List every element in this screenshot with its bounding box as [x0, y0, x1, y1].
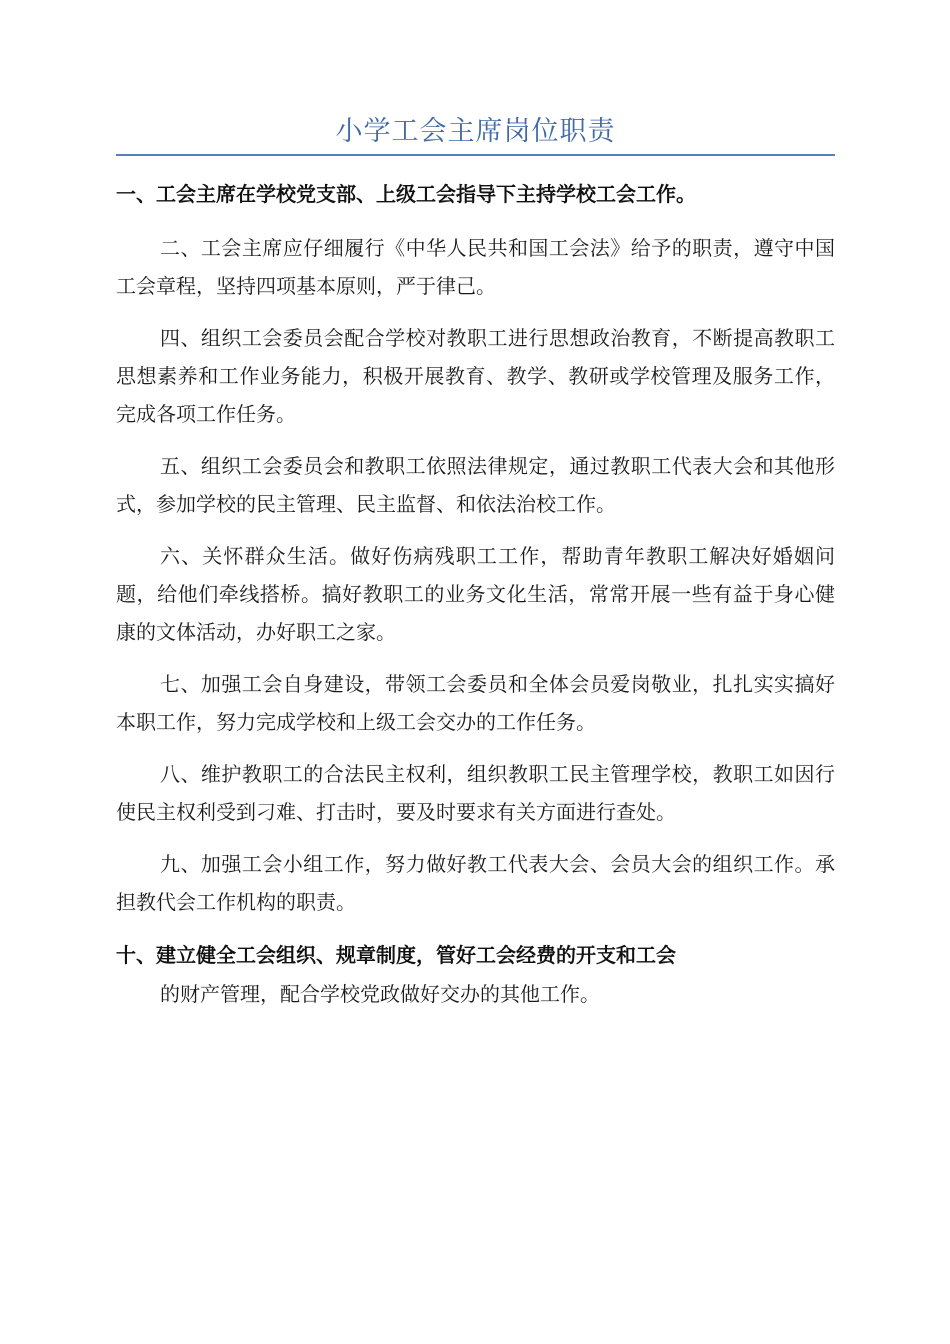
paragraph-4: 四、组织工会委员会配合学校对教职工进行思想政治教育，不断提高教职工思想素养和工作业务能力，积极开展教育、教学、教研或学校管理及服务工作，完成各项工作任务。 [116, 326, 835, 426]
paragraph-6: 六、关怀群众生活。做好伤病残职工工作，帮助青年教职工解决好婚姻问题，给他们牵线搭桥。搞好教职工的业务文化生活，常常开展一些有益于身心健康的文体活动，办好职工之家。 [116, 544, 835, 644]
paragraph-9: 九、加强工会小组工作，努力做好教工代表大会、会员大会的组织工作。承担教代会工作机构的职责。 [116, 852, 835, 914]
paragraph-7: 七、加强工会自身建设，带领工会委员和全体会员爱岗敬业，扎扎实实搞好本职工作，努力完成学校和上级工会交办的工作任务。 [116, 672, 835, 734]
section-heading-10: 十、建立健全工会组织、规章制度，管好工会经费的开支和工会 [116, 943, 676, 967]
page-title: 小学工会主席岗位职责 [335, 116, 616, 147]
paragraph-8: 八、维护教职工的合法民主权利，组织教职工民主管理学校，教职工如因行使民主权利受到刁难、打击时，要及时要求有关方面进行查处。 [116, 762, 835, 824]
paragraph-2: 二、工会主席应仔细履行《中华人民共和国工会法》给予的职责，遵守中国工会章程，坚持四项基本原则，严于律己。 [116, 236, 835, 298]
paragraph-10-continuation: 的财产管理，配合学校党政做好交办的其他工作。 [160, 982, 600, 1006]
paragraph-5: 五、组织工会委员会和教职工依照法律规定，通过教职工代表大会和其他形式，参加学校的民主管理、民主监督、和依法治校工作。 [116, 454, 835, 516]
section-heading-1: 一、工会主席在学校党支部、上级工会指导下主持学校工会工作。 [116, 182, 696, 206]
title-underline [116, 154, 835, 156]
document-body [116, 174, 835, 1013]
